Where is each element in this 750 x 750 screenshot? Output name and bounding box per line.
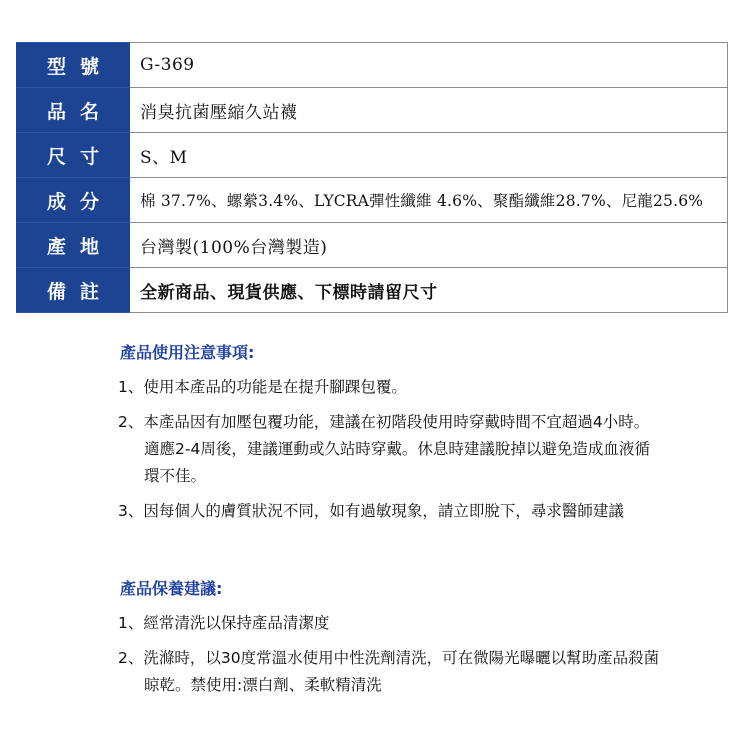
note-line: 3、因每個人的膚質狀況不同，如有過敏現象，請立即脫下，尋求醫師建議	[118, 502, 624, 520]
spec-row-material	[16, 178, 728, 223]
usage-notes-title: 產品使用注意事項:	[120, 343, 255, 362]
spec-value: 台灣製(100%台灣製造)	[130, 223, 728, 268]
usage-note-item	[118, 374, 718, 401]
note-line: 1、使用本產品的功能是在提升腳踝包覆。	[118, 378, 407, 396]
spec-label: 成分	[16, 178, 130, 223]
spec-row-remarks	[16, 268, 728, 313]
usage-note-item	[118, 409, 718, 490]
spec-row-origin	[16, 223, 728, 268]
care-advice-title: 產品保養建議:	[120, 579, 223, 598]
care-advice-section	[118, 576, 718, 707]
spec-label: 型號	[16, 43, 130, 88]
usage-notes-section	[118, 340, 718, 533]
spec-table	[16, 42, 728, 313]
spec-label: 備註	[16, 268, 130, 313]
spec-value: S、M	[130, 133, 728, 178]
spec-row-model	[16, 43, 728, 88]
care-note-item	[118, 645, 718, 699]
note-line: 環不佳。	[144, 467, 207, 485]
care-note-item	[118, 610, 718, 637]
spec-row-size	[16, 133, 728, 178]
spec-value: G-369	[130, 43, 728, 88]
spec-label: 尺寸	[16, 133, 130, 178]
spec-label: 產地	[16, 223, 130, 268]
spec-label: 品名	[16, 88, 130, 133]
spec-value: 棉 37.7%、螺縈3.4%、LYCRA彈性纖維 4.6%、聚酯纖維28.7%、尼龍25.6%	[130, 178, 728, 223]
spec-value: 全新商品、現貨供應、下標時請留尺寸	[130, 268, 728, 313]
spec-value: 消臭抗菌壓縮久站襪	[130, 88, 728, 133]
spec-row-name	[16, 88, 728, 133]
note-line: 1、經常清洗以保持產品清潔度	[118, 614, 330, 632]
usage-note-item	[118, 498, 718, 525]
note-line: 2、洗滌時，以30度常溫水使用中性洗劑清洗，可在微陽光曝曬以幫助產品殺菌	[118, 649, 660, 667]
note-line: 2、本產品因有加壓包覆功能，建議在初階段使用時穿戴時間不宜超過4小時。	[118, 413, 650, 431]
note-line: 晾乾。禁使用:漂白劑、柔軟精清洗	[144, 676, 382, 694]
note-line: 適應2-4周後，建議運動或久站時穿戴。休息時建議脫掉以避免造成血液循	[144, 440, 650, 458]
